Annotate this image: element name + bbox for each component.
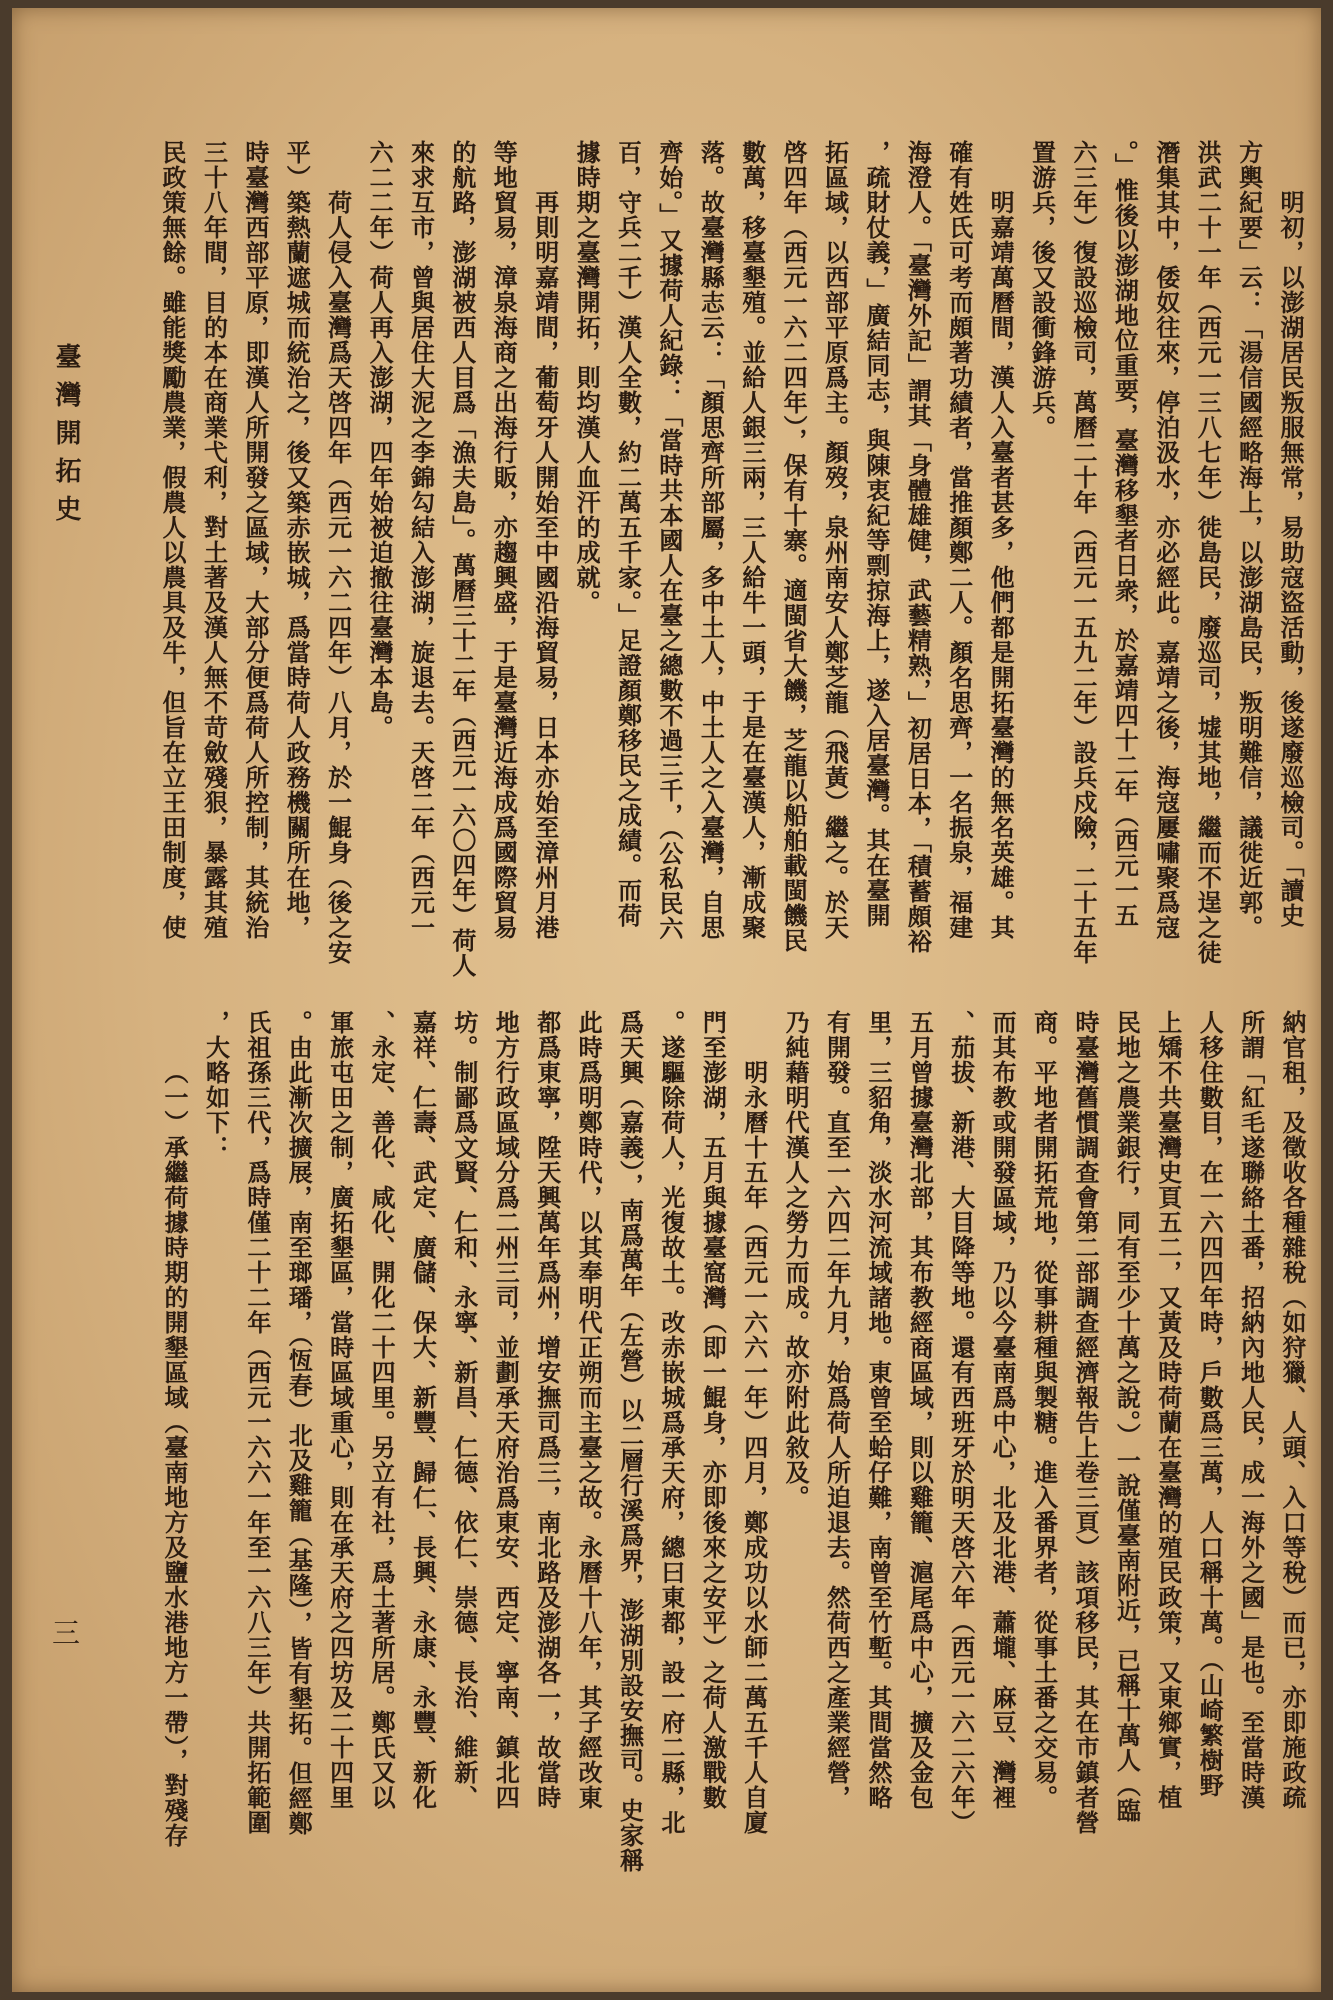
lower-text-column: 、永定、善化、咸化、開化二十四里。另立有社，爲土著所居。鄭氏又以 — [367, 1010, 397, 1810]
lower-text-block — [154, 1010, 1313, 1873]
upper-text-column: 置游兵，後又設衝鋒游兵。 — [1027, 140, 1057, 440]
lower-text-column: 所謂「紅毛遂聯絡土番，招納內地人民，成一海外之國」是也。至當時漢 — [1236, 1010, 1266, 1810]
lower-text-column: 都爲東寧，陞天興萬年爲州，增安撫司爲三，南北路及澎湖各一，故當時 — [532, 1010, 562, 1810]
upper-text-column: 時臺灣西部平原，即漢人所開發之區域，大部分便爲荷人所控制，其統治 — [240, 140, 270, 940]
upper-text-column: 百，守兵二千）漢人全數，約二萬五千家。」足證顏鄭移民之成績。而荷 — [613, 140, 643, 928]
lower-text-column: 門至澎湖，五月與據臺窩灣（即一鯤身，亦即後來之安平）之荷人激戰數 — [698, 1010, 728, 1810]
upper-text-column: 明嘉靖萬曆間，漢人入臺者甚多，他們都是開拓臺灣的無名英雄。其 — [986, 190, 1016, 940]
upper-text-column: 拓區域，以西部平原爲主。顏歿，泉州南安人鄭芝龍（飛黃）繼之。於天 — [820, 140, 850, 940]
upper-text-column: 啓四年（西元一六二四年），保有十寨。適閩省大饑，芝龍以船舶載閩饑民 — [779, 140, 809, 953]
lower-text-column: 明永曆十五年（西元一六六一年）四月，鄭成功以水師二萬五千人自廈 — [739, 1060, 769, 1835]
lower-text-column: 時臺灣舊慣調查會第二部調查經濟報告上卷三頁）該項移民，其在市鎮者營 — [1070, 1010, 1100, 1835]
upper-text-column: 海澄人。「臺灣外記」謂其「身體雄健，武藝精熟，」初居日本，「積蓄頗裕 — [903, 140, 933, 954]
lower-text-column: 上矯不共臺灣史頁五二，又黃及時荷蘭在臺灣的殖民政策，又東鄉實，植 — [1153, 1010, 1183, 1810]
lower-text-column: 人移住數目，在一六四四年時，戶數爲三萬，人口稱十萬。（山崎繁樹野 — [1195, 1010, 1225, 1798]
upper-text-column: 六三年）復設巡檢司，萬曆二十年（西元一五九二年）設兵戍險，二十五年 — [1068, 140, 1098, 965]
lower-text-column: 氏祖孫三代，爲時僅二十二年（西元一六六一年至一六八三年）共開拓範圍 — [242, 1010, 272, 1835]
upper-text-block — [152, 140, 1311, 978]
upper-text-column: 確有姓氏可考而頗著功績者，當推顏鄭二人。顏名思齊，一名振泉，福建 — [944, 140, 974, 940]
upper-text-column: ，疏財仗義，」廣結同志，與陳衷紀等剽掠海上，遂入居臺灣。其在臺開 — [861, 140, 891, 928]
lower-text-column: 爲天興（嘉義），南爲萬年（左營）以二層行溪爲界，澎湖別設安撫司。史家稱 — [615, 1010, 645, 1873]
upper-text-column: 。」惟後以澎湖地位重要，臺灣移墾者日衆，於嘉靖四十二年（西元一五 — [1110, 140, 1140, 928]
upper-text-column: 落。故臺灣縣志云：「顏思齊所部屬，多中土人，中土人之入臺灣，自思 — [696, 140, 726, 940]
lower-text-column: 里，三貂角，淡水河流域諸地。東曾至蛤仔難，南曾至竹塹。其間當然略 — [863, 1010, 893, 1810]
lower-text-column: 。由此漸次擴展，南至瑯璠，（恆春）北及雞籠（基隆），皆有墾拓。但經鄭 — [284, 1010, 314, 1836]
upper-text-column: 六二二年）荷人再入澎湖，四年始被迫撤往臺灣本島。 — [365, 140, 395, 740]
lower-text-column: ，大略如下： — [201, 1010, 231, 1160]
lower-text-column: 、茄拔、新港、大目降等地。還有西班牙於明天啓六年（西元一六二六年） — [946, 1010, 976, 1835]
lower-text-column: （一）承繼荷據時期的開墾區域（臺南地方及鹽水港地方一帶），對殘存 — [160, 1060, 190, 1848]
upper-text-column: 明初，以澎湖居民叛服無常，易助寇盜活動，後遂廢巡檢司。「讀史 — [1276, 190, 1305, 928]
upper-text-column: 洪武二十一年（西元一三八七年）徙島民，廢巡司，墟其地，繼而不逞之徒 — [1193, 140, 1223, 965]
upper-text-column: 據時期之臺灣開拓，則均漢人血汗的成就。 — [572, 140, 602, 615]
page-number: 三 — [48, 1618, 81, 1646]
lower-text-column: 坊。制鄙爲文賢、仁和、永寧、新昌、仁德、依仁、崇德、長治、維新、 — [449, 1010, 479, 1810]
upper-text-column: 平）築熱蘭遮城而統治之，後又築赤嵌城，爲當時荷人政務機關所在地， — [282, 140, 312, 940]
running-header: 臺灣開拓史 — [51, 343, 81, 533]
lower-text-column: 民地之農業銀行，同有至少十萬之說。）一說僅臺南附近，已稱十萬人（臨 — [1112, 1010, 1142, 1823]
upper-text-column: 來求互市，曾與居住大泥之李錦勾結入澎湖，旋退去。天啓二年（西元一 — [406, 140, 436, 940]
lower-text-column: 地方行政區域分爲二州三司，並劃承天府治爲東安、西定、寧南、鎮北四 — [491, 1010, 521, 1810]
upper-text-column: 等地貿易，漳泉海商之出海行販，亦趨興盛，于是臺灣近海成爲國際貿易 — [489, 140, 519, 940]
upper-text-column: 荷人侵入臺灣爲天啓四年（西元一六二四年）八月，於一鯤身（後之安 — [323, 190, 353, 965]
lower-text-column: 嘉祥、仁壽、武定、廣儲、保大、新豐、歸仁、長興、永康、永豐、新化 — [408, 1010, 438, 1810]
upper-text-column: 三十八年間，目的本在商業弋利，對土著及漢人無不苛斂殘狠，暴露其殖 — [199, 140, 229, 940]
lower-text-column: 此時爲明鄭時代，以其奉明代正朔而主臺之故。永曆十八年，其子經改東 — [574, 1010, 604, 1810]
lower-text-column: 軍旅屯田之制，廣拓墾區，當時區域重心，則在承天府之四坊及二十四里 — [325, 1010, 355, 1810]
upper-text-column: 方輿紀要」云：「湯信國經略海上，以澎湖島民，叛明難信，議徙近郭。 — [1234, 140, 1264, 940]
document-page — [12, 8, 1321, 1992]
lower-text-column: 商。平地者開拓荒地，從事耕種與製糖。進入番界者，從事土番之交易。 — [1029, 1010, 1059, 1810]
lower-text-column: 。遂驅除荷人，光復故土。改赤嵌城爲承天府，總曰東都，設一府二縣，北 — [656, 1010, 686, 1835]
lower-text-column: 而其布教或開發區域，乃以今臺南爲中心，北及北港、蕭壠、麻豆、灣裡 — [988, 1010, 1018, 1810]
upper-text-column: 數萬，移臺墾殖。並給人銀三兩，三人給牛一頭，于是在臺漢人，漸成聚 — [737, 140, 767, 940]
upper-text-column: 齊始。」又據荷人紀錄：「當時共本國人在臺之總數不過三千，（公私民六 — [654, 140, 684, 941]
lower-text-column: 乃純藉明代漢人之勞力而成。故亦附此敘及。 — [781, 1010, 811, 1510]
upper-text-column: 再則明嘉靖間，葡萄牙人開始至中國沿海貿易，日本亦始至漳州月港 — [530, 190, 560, 940]
upper-text-column: 的航路，澎湖被西人目爲「漁夫島」。萬曆三十二年（西元一六〇四年）荷人 — [447, 140, 477, 978]
upper-text-column: 民政策無餘。雖能獎勵農業，假農人以農具及牛，但旨在立王田制度，使 — [158, 140, 188, 940]
lower-text-column: 五月曾據臺灣北部，其布教經商區域，則以雞籠、滬尾爲中心，擴及金包 — [905, 1010, 935, 1810]
lower-text-column: 納官租，及徵收各種雜稅（如狩獵、人頭、入口等稅）而已，亦即施政疏 — [1278, 1010, 1307, 1810]
lower-text-column: 有開發。直至一六四二年九月，始爲荷人所迫退去。然荷西之產業經營， — [822, 1010, 852, 1810]
upper-text-column: 潛集其中，倭奴往來，停泊汲水，亦必經此。嘉靖之後，海寇屢嘯聚爲寇 — [1151, 140, 1181, 940]
